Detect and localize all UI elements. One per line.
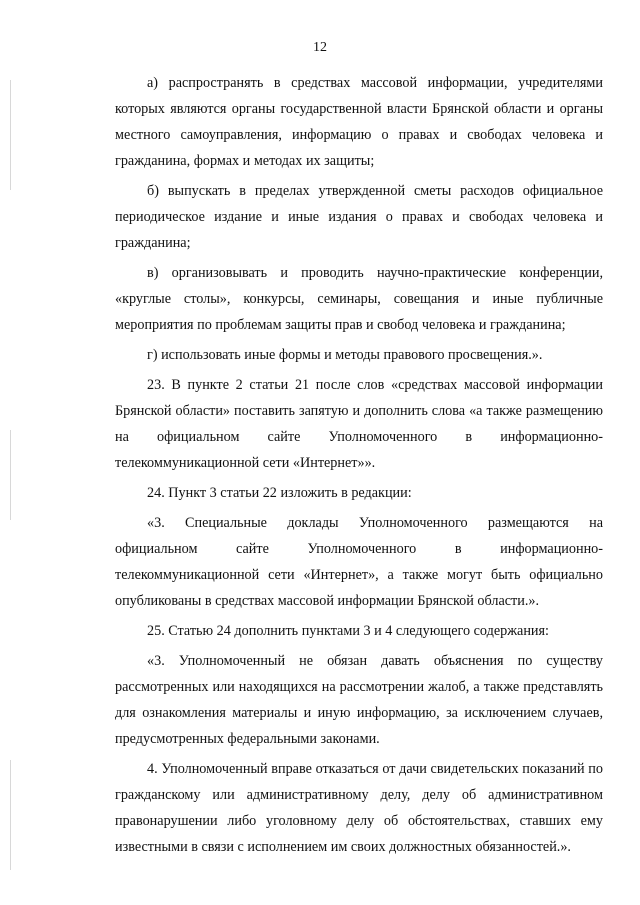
paragraph-quote-3-explanations: «3. Уполномоченный не обязан давать объяснения по существу рассмотренных или находящихся на рассмотрении жалоб, а также представлять для ознакомления материалы и иную информацию, за исключением случаев, предусмотренных федеральными законами. [115, 653, 603, 747]
scan-margin-line [10, 430, 11, 520]
paragraph-b: б) выпускать в пределах утвержденной сметы расходов официальное периодическое издание и иные издания о правах и свободах человека и гражданина; [115, 183, 603, 251]
page-number: 12 [313, 40, 327, 55]
paragraph-a: а) распространять в средствах массовой информации, учредителями которых являются органы государственной власти Брянской области и органы местного самоуправления, информацию о правах и свободах человека и гражданина, формах и методах их защиты; [115, 75, 603, 169]
paragraph-quote-4-testimony: 4. Уполномоченный вправе отказаться от дачи свидетельских показаний по гражданскому или административному делу, делу об административном правонарушении либо уголовному делу об обстоятельствах, ставших ему известными в связи с исполнением им своих должностных обязанностей.». [115, 761, 603, 855]
paragraph-item-24: 24. Пункт 3 статьи 22 изложить в редакции: [147, 485, 412, 501]
paragraph-quote-3-reports: «3. Специальные доклады Уполномоченного размещаются на официальном сайте Уполномоченного в информационно-телекоммуникационной сети «Интернет», а также могут быть официально опубликованы в средствах массовой информации Брянской области.». [115, 515, 603, 609]
scan-margin-line [10, 80, 11, 190]
paragraph-g: г) использовать иные формы и методы правового просвещения.». [147, 347, 543, 363]
paragraph-item-23: 23. В пункте 2 статьи 21 после слов «средствах массовой информации Брянской области» поставить запятую и дополнить слова «а также размещению на официальном сайте Уполномоченного в информационно-телекоммуникационной сети «Интернет»». [115, 377, 603, 471]
document-body [115, 70, 603, 860]
paragraph-v: в) организовывать и проводить научно-практические конференции, «круглые столы», конкурсы, семинары, совещания и иные публичные мероприятия по проблемам защиты прав и свобод человека и гражданина; [115, 265, 603, 333]
scan-margin-line [10, 760, 11, 870]
paragraph-item-25: 25. Статью 24 дополнить пунктами 3 и 4 следующего содержания: [147, 623, 549, 639]
